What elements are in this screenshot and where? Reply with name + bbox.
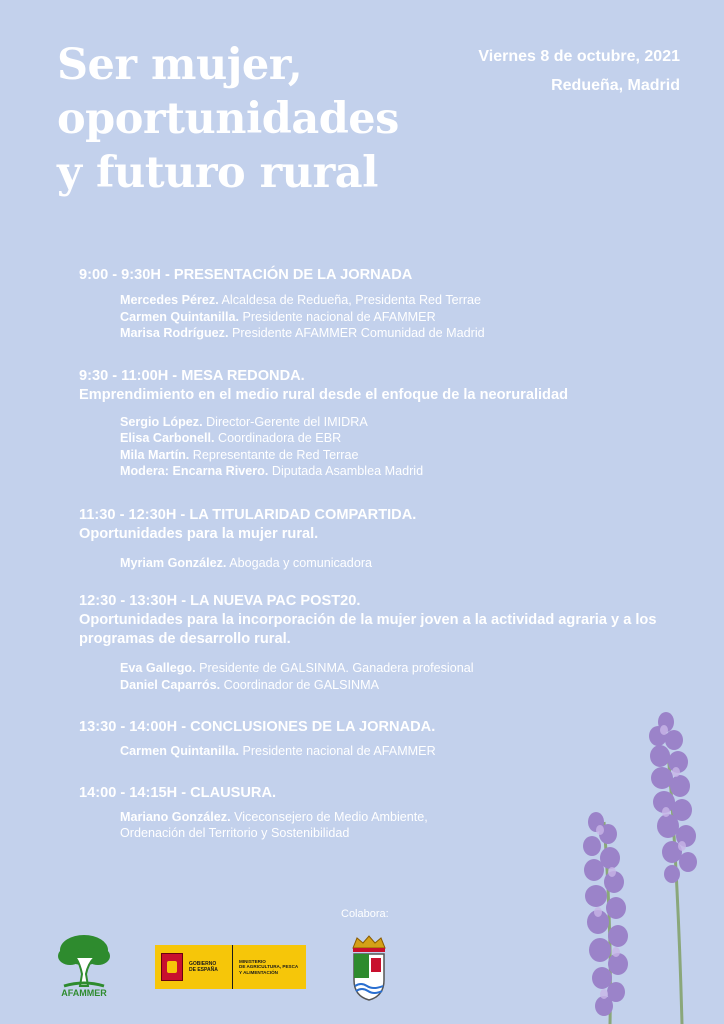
speaker: Eva Gallego. Presidente de GALSINMA. Ganadera profesional <box>120 661 474 675</box>
speaker-list <box>120 555 679 572</box>
program-section <box>79 367 679 480</box>
event-title <box>57 38 417 200</box>
speaker: Daniel Caparrós. Coordinador de GALSINMA <box>120 677 379 692</box>
svg-text:AFAMMER: AFAMMER <box>61 988 107 998</box>
speaker: Mila Martín. Representante de Red Terrae <box>120 447 359 462</box>
program-section <box>79 266 679 342</box>
speaker: Mercedes Pérez. Alcaldesa de Redueña, Presidenta Red Terrae <box>120 293 482 307</box>
program-section <box>79 506 679 572</box>
speaker: Sergio López. Director-Gerente del IMIDRA <box>120 414 368 429</box>
afammer-logo <box>52 930 116 1000</box>
event-location: Redueña, Madrid <box>551 77 680 94</box>
speaker: Mariano González. Viceconsejero de Medio Ambiente, <box>120 809 428 824</box>
speaker-list <box>120 414 679 480</box>
section-subhead: Oportunidades para la mujer rural. <box>79 525 319 542</box>
gobierno-logo: GOBIERNO DE ESPAÑA MINISTERIO DE AGRICULTURA, PESCA Y ALIMENTACIÓN <box>155 945 306 989</box>
section-head: 13:30 - 14:00H - CONCLUSIONES DE LA JORNADA. <box>79 719 436 735</box>
event-date: Viernes 8 de octubre, 2021 <box>478 48 680 65</box>
section-head: 14:00 - 14:15H - CLAUSURA. <box>79 784 277 801</box>
speaker: Marisa Rodríguez. Presidente AFAMMER Comunidad de Madrid <box>120 326 485 340</box>
speaker: Carmen Quintanilla. Presidente nacional de AFAMMER <box>120 309 436 324</box>
date-location <box>478 42 680 100</box>
speaker: Elisa Carbonell. Coordinadora de EBR <box>120 431 342 445</box>
section-subhead: Emprendimiento en el medio rural desde el enfoque de la neoruralidad <box>79 386 568 403</box>
title-line-3: y futuro rural <box>57 148 378 198</box>
title-line-2: oportunidades <box>57 94 399 144</box>
title-line-1: Ser mujer, <box>57 40 303 90</box>
speaker: Modera: Encarna Rivero. Diputada Asamblea Madrid <box>120 464 424 478</box>
section-subhead: Oportunidades para la incorporación de la mujer joven a la actividad agraria y a los programas de desarrollo rural. <box>79 612 657 647</box>
section-head: 9:30 - 11:00H - MESA REDONDA. <box>79 367 305 384</box>
coat-of-arms-icon <box>161 953 183 981</box>
speaker: Ordenación del Territorio y Sostenibilidad <box>120 826 350 840</box>
collab-label: Colabora: <box>341 908 389 920</box>
section-head: 12:30 - 13:30H - LA NUEVA PAC POST20. <box>79 593 361 609</box>
program-section <box>79 592 679 693</box>
section-head: 9:00 - 9:30H - PRESENTACIÓN DE LA JORNADA <box>79 267 413 283</box>
municipal-shield-icon <box>349 934 389 1002</box>
speaker-list <box>120 660 679 693</box>
speaker: Myriam González. Abogada y comunicadora <box>120 555 373 570</box>
speaker: Carmen Quintanilla. Presidente nacional de AFAMMER <box>120 744 436 758</box>
speaker-list <box>120 292 679 342</box>
section-head: 11:30 - 12:30H - LA TITULARIDAD COMPARTIDA. <box>79 506 417 523</box>
lavender-decoration <box>560 712 724 1024</box>
